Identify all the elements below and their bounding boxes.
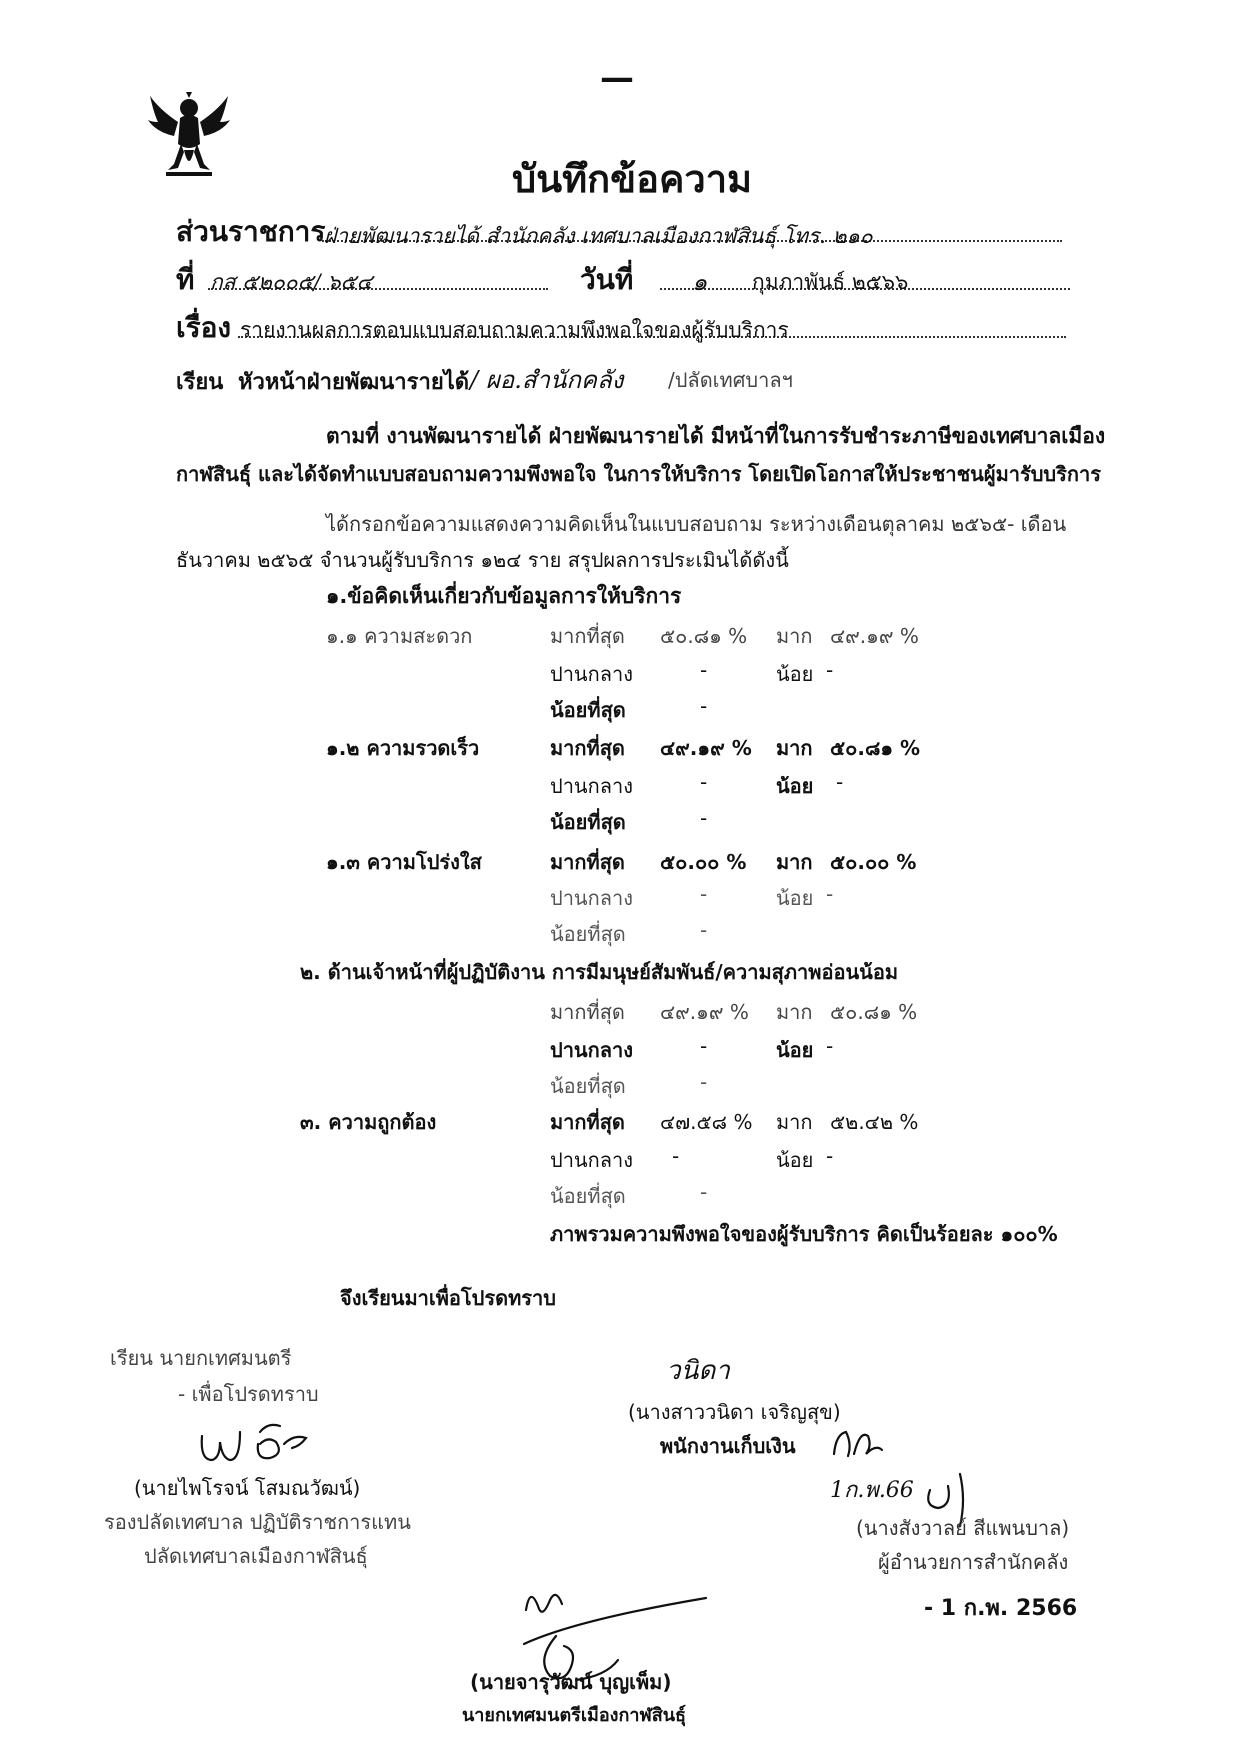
para1-line2: กาฬสินธุ์ และได้จัดทำแบบสอบถามความพึงพอใจ ในการให้บริการ โดยเปิดโอกาสให้ประชาชนผู้มารับบริการ — [176, 462, 1101, 486]
deputy-name: (นายไพโรจน์ โสมณวัฒน์) — [134, 1476, 361, 1500]
item-3-label: ๓. ความถูกต้อง — [300, 1110, 437, 1134]
collector-name: (นางสาววนิดา เจริญสุข) — [628, 1400, 841, 1424]
item-less-label: น้อย — [776, 662, 814, 686]
agency-value: ฝ่ายพัฒนารายได้ สำนักคลัง เทศบาลเมืองกาฬสินธุ์ โทร. ๒๑๐ — [324, 224, 873, 248]
item-least-value: - — [700, 918, 708, 942]
item-least-value: - — [700, 694, 708, 718]
item-most-value: ๔๙.๑๙ % — [660, 736, 752, 760]
item-less-label: น้อย — [776, 774, 814, 798]
item-mid-label: ปานกลาง — [550, 1038, 633, 1062]
top-mark: — — [600, 58, 634, 98]
subject-label: เรื่อง — [176, 311, 232, 344]
item-least-value: - — [700, 1070, 708, 1094]
item-more-value: ๕๐.๘๑ % — [830, 736, 921, 760]
item-more-label: มาก — [776, 1000, 813, 1024]
to-label: เรียน — [176, 370, 224, 395]
overall-summary: ภาพรวมความพึงพอใจของผู้รับบริการ คิดเป็นร้อยละ ๑๐๐% — [550, 1222, 1058, 1246]
para2-line2: ธันวาคม ๒๕๖๕ จำนวนผู้รับบริการ ๑๒๔ ราย สรุปผลการประเมินได้ดังนี้ — [176, 548, 789, 572]
item-most-label: มากที่สุด — [550, 850, 625, 874]
item-mid-value: - — [700, 1034, 708, 1058]
item-mid-value: - — [672, 1144, 680, 1168]
item-mid-value: - — [700, 882, 708, 906]
subject-value: รายงานผลการตอบแบบสอบถามความพึงพอใจของผู้รับบริการ — [240, 318, 789, 342]
item-1-3-label: ๑.๓ ความโปร่งใส — [326, 850, 482, 874]
director-name: (นางสังวาลย์ สีแพนบาล) — [856, 1516, 1070, 1540]
item-most-label: มากที่สุด — [550, 1110, 625, 1134]
section1-heading: ๑.ข้อคิดเห็นเกี่ยวกับข้อมูลการให้บริการ — [326, 584, 682, 608]
director-date-stamp: - 1 ก.พ. 2566 — [924, 1596, 1078, 1621]
item-less-value: - — [826, 1034, 834, 1058]
memo-title: บันทึกข้อความ — [512, 157, 753, 201]
item-mid-value: - — [700, 770, 708, 794]
deputy-title1: รองปลัดเทศบาล ปฏิบัติราชการแทน — [104, 1510, 411, 1534]
item-most-label: มากที่สุด — [550, 1000, 625, 1024]
agency-label: ส่วนราชการ — [176, 215, 326, 248]
item-mid-label: ปานกลาง — [550, 1148, 633, 1172]
item-least-value: - — [700, 1180, 708, 1204]
item-less-label: น้อย — [776, 1148, 814, 1172]
item-most-value: ๕๐.๐๐ % — [660, 850, 747, 874]
item-1-2-label: ๑.๒ ความรวดเร็ว — [326, 736, 480, 760]
para2-line1: ได้กรอกข้อความแสดงความคิดเห็นในแบบสอบถาม ระหว่างเดือนตุลาคม ๒๕๖๕- เดือน — [326, 512, 1067, 536]
item-least-label: น้อยที่สุด — [550, 1184, 626, 1208]
item-more-value: ๔๙.๑๙ % — [830, 624, 919, 648]
date-value: กุมภาพันธ์ ๒๕๖๖ — [752, 270, 909, 294]
item-less-value: - — [836, 770, 844, 794]
mayor-name: (นายจารุวัฒน์ บุญเพ็ม) — [470, 1670, 672, 1694]
item-less-value: - — [826, 658, 834, 682]
left-purpose: - เพื่อโปรดทราบ — [178, 1382, 319, 1406]
item-less-value: - — [826, 882, 834, 906]
item-most-value: ๔๗.๕๘ % — [660, 1110, 753, 1134]
item-mid-value: - — [700, 658, 708, 682]
item-most-value: ๔๙.๑๙ % — [660, 1000, 749, 1024]
item-less-label: น้อย — [776, 1038, 814, 1062]
item-1-1-label: ๑.๑ ความสะดวก — [326, 624, 473, 648]
to-handwritten: / ผอ.สำนักคลัง — [470, 366, 624, 394]
deputy-title2: ปลัดเทศบาลเมืองกาฬสินธุ์ — [144, 1544, 368, 1568]
to-tail: /ปลัดเทศบาลฯ — [668, 368, 793, 392]
deputy-signature-icon — [196, 1414, 316, 1470]
item-most-label: มากที่สุด — [550, 624, 625, 648]
item-more-label: มาก — [776, 1110, 813, 1134]
item-more-value: ๕๐.๘๑ % — [830, 1000, 918, 1024]
to-value: หัวหน้าฝ่ายพัฒนารายได้ — [238, 370, 470, 395]
ref-value: กส ๕๒๐๐๕/ ๖๕๔ — [210, 270, 373, 294]
item-less-value: - — [826, 1144, 834, 1168]
left-to: เรียน นายกเทศมนตรี — [110, 1346, 292, 1370]
item-mid-label: ปานกลาง — [550, 662, 633, 686]
item-most-label: มากที่สุด — [550, 736, 625, 760]
item-mid-label: ปานกลาง — [550, 886, 633, 910]
item-more-value: ๕๒.๔๒ % — [830, 1110, 919, 1134]
date-day: ๑ — [692, 268, 708, 296]
item-least-label: น้อยที่สุด — [550, 698, 626, 722]
item-more-label: มาก — [776, 850, 813, 874]
item-least-value: - — [700, 806, 708, 830]
item-less-label: น้อย — [776, 886, 814, 910]
ref-label: ที่ — [176, 263, 195, 296]
item-more-label: มาก — [776, 624, 813, 648]
para1-line1: ตามที่ งานพัฒนารายได้ ฝ่ายพัฒนารายได้ มีหน้าที่ในการรับชำระภาษีของเทศบาลเมือง — [326, 424, 1106, 448]
item-least-label: น้อยที่สุด — [550, 1074, 626, 1098]
collector-signature: วนิดา — [666, 1356, 730, 1386]
director-initial-icon — [828, 1424, 888, 1464]
collector-title: พนักงานเก็บเงิน — [660, 1434, 796, 1458]
section2-heading: ๒. ด้านเจ้าหน้าที่ผู้ปฏิบัติงาน การมีมนุษย์สัมพันธ์/ความสุภาพอ่อนน้อม — [300, 960, 899, 984]
director-title: ผู้อำนวยการสำนักคลัง — [878, 1550, 1069, 1574]
item-most-value: ๕๐.๘๑ % — [660, 624, 748, 648]
item-mid-label: ปานกลาง — [550, 774, 633, 798]
item-more-value: ๕๐.๐๐ % — [830, 850, 917, 874]
mayor-title: นายกเทศมนตรีเมืองกาฬสินธุ์ — [462, 1705, 687, 1726]
date-label: วันที่ — [580, 263, 634, 296]
closing-text: จึงเรียนมาเพื่อโปรดทราบ — [340, 1286, 556, 1310]
item-least-label: น้อยที่สุด — [550, 922, 626, 946]
item-more-label: มาก — [776, 736, 813, 760]
garuda-emblem-icon — [148, 92, 230, 180]
item-least-label: น้อยที่สุด — [550, 810, 626, 834]
director-note: 1ก.พ.66 — [830, 1478, 914, 1503]
